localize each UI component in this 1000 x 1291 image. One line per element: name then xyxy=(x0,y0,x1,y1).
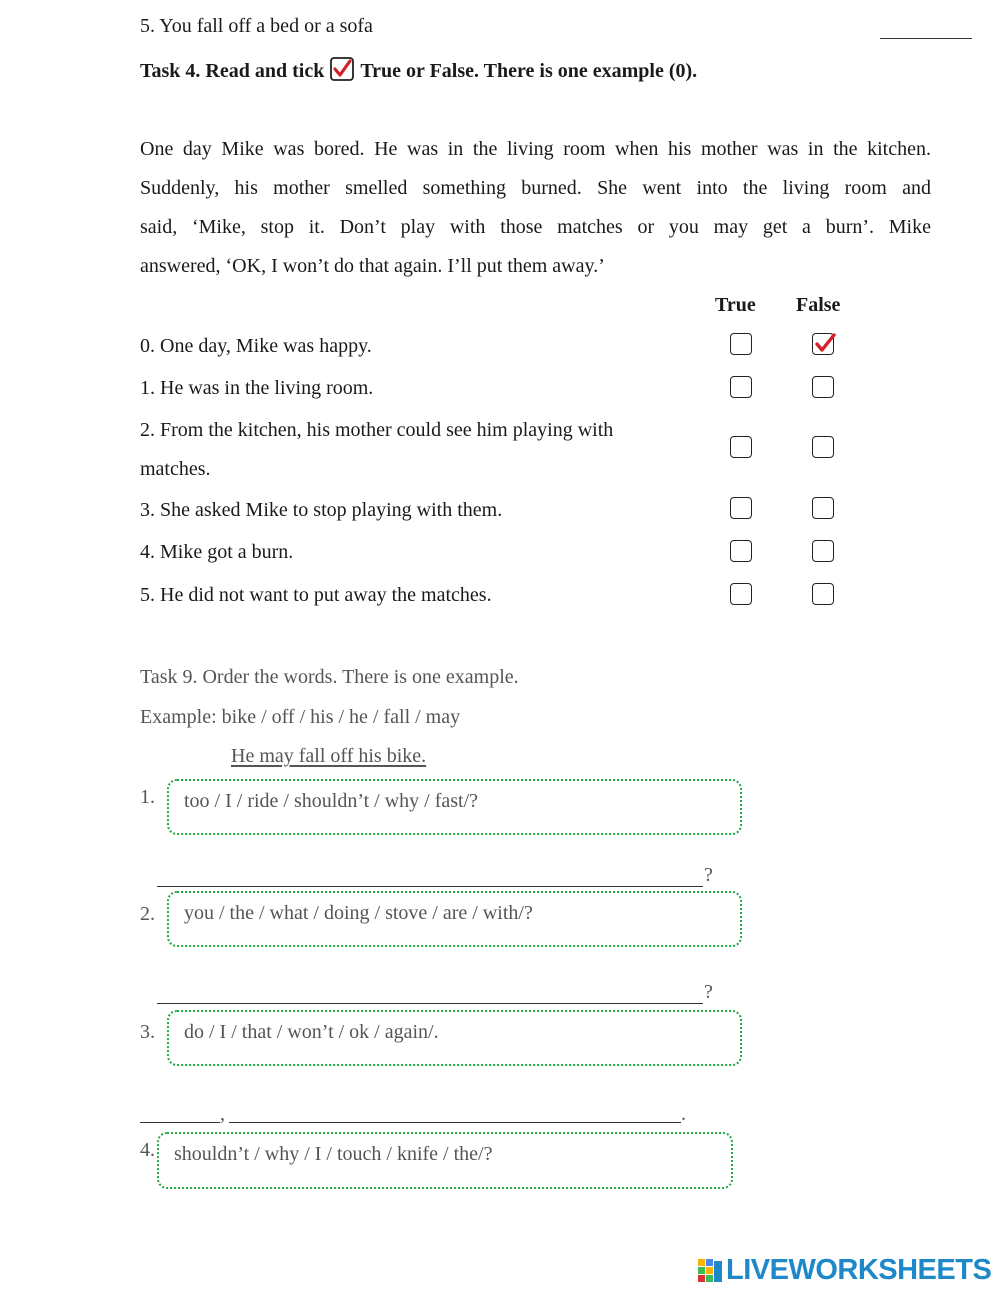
statement-3-false-checkbox[interactable] xyxy=(812,497,834,519)
liveworksheets-logo xyxy=(698,1254,991,1287)
statement-2-true-checkbox[interactable] xyxy=(730,436,752,458)
item-2-number: 2. xyxy=(140,903,155,925)
statement-1-false-checkbox[interactable] xyxy=(812,376,834,398)
item-1-words: too / I / ride / shouldn’t / why / fast/? xyxy=(184,790,479,812)
statement-5-true-checkbox[interactable] xyxy=(730,583,752,605)
item-4-words: shouldn’t / why / I / touch / knife / the/? xyxy=(174,1143,493,1165)
task4-title-end: True or False. There is one example (0). xyxy=(360,59,698,82)
item-3-comma: , xyxy=(220,1103,225,1125)
statement-1-true-checkbox[interactable] xyxy=(730,376,752,398)
statement-0: 0. One day, Mike was happy. xyxy=(140,335,372,357)
statement-2: 2. From the kitchen, his mother could see him playing with xyxy=(140,419,614,441)
item-3-number: 3. xyxy=(140,1021,155,1043)
statement-2-false-checkbox[interactable] xyxy=(812,436,834,458)
item-3-answer-line-start[interactable] xyxy=(140,1122,220,1123)
passage-line: Suddenly, his mother smelled something burned. She went into the living room and xyxy=(140,177,931,199)
previous-item-5-answer-blank[interactable] xyxy=(880,38,972,39)
reading-passage xyxy=(140,130,931,286)
column-header-true: True xyxy=(715,294,756,316)
item-1-number: 1. xyxy=(140,786,155,808)
task4-title xyxy=(140,59,697,83)
statement-0-true-checkbox[interactable] xyxy=(730,333,752,355)
passage-line: One day Mike was bored. He was in the living room when his mother was in the kitchen. xyxy=(140,138,931,160)
statement-4-false-checkbox[interactable] xyxy=(812,540,834,562)
passage-line: answered, ‘OK, I won’t do that again. I’ll put them away.’ xyxy=(140,255,605,277)
item-1-end-mark: ? xyxy=(704,864,713,886)
task9-example: Example: bike / off / his / he / fall / may xyxy=(140,706,461,728)
statement-5-false-checkbox[interactable] xyxy=(812,583,834,605)
item-2-words: you / the / what / doing / stove / are / with/? xyxy=(184,902,533,924)
item-2-answer-line[interactable] xyxy=(157,1003,703,1004)
task9-example-answer: He may fall off his bike. xyxy=(231,745,427,767)
checkbox-tick-icon xyxy=(330,57,354,81)
statement-2-continued: matches. xyxy=(140,458,211,480)
statement-1: 1. He was in the living room. xyxy=(140,377,374,399)
statement-3: 3. She asked Mike to stop playing with them. xyxy=(140,499,503,521)
liveworksheets-logo-text: LIVEWORKSHEETS xyxy=(726,1254,992,1286)
statement-4: 4. Mike got a burn. xyxy=(140,541,294,563)
statement-4-true-checkbox[interactable] xyxy=(730,540,752,562)
item-3-end-mark: . xyxy=(681,1103,686,1125)
item-1-answer-line[interactable] xyxy=(157,886,703,887)
task4-title-start: Task 4. Read and tick xyxy=(140,59,325,82)
liveworksheets-logo-icon xyxy=(698,1258,724,1284)
statement-3-true-checkbox[interactable] xyxy=(730,497,752,519)
column-header-false: False xyxy=(796,294,841,316)
task9-title: Task 9. Order the words. There is one example. xyxy=(140,666,519,688)
item-3-answer-line[interactable] xyxy=(229,1122,681,1123)
item-2-end-mark: ? xyxy=(704,981,713,1003)
previous-item-5: 5. You fall off a bed or a sofa xyxy=(140,15,373,37)
passage-line: said, ‘Mike, stop it. Don’t play with those matches or you may get a burn’. Mike xyxy=(140,216,931,238)
item-4-number: 4. xyxy=(140,1139,155,1161)
red-tick-icon xyxy=(812,330,838,361)
statement-5: 5. He did not want to put away the matches. xyxy=(140,584,492,606)
item-3-words: do / I / that / won’t / ok / again/. xyxy=(184,1021,439,1043)
